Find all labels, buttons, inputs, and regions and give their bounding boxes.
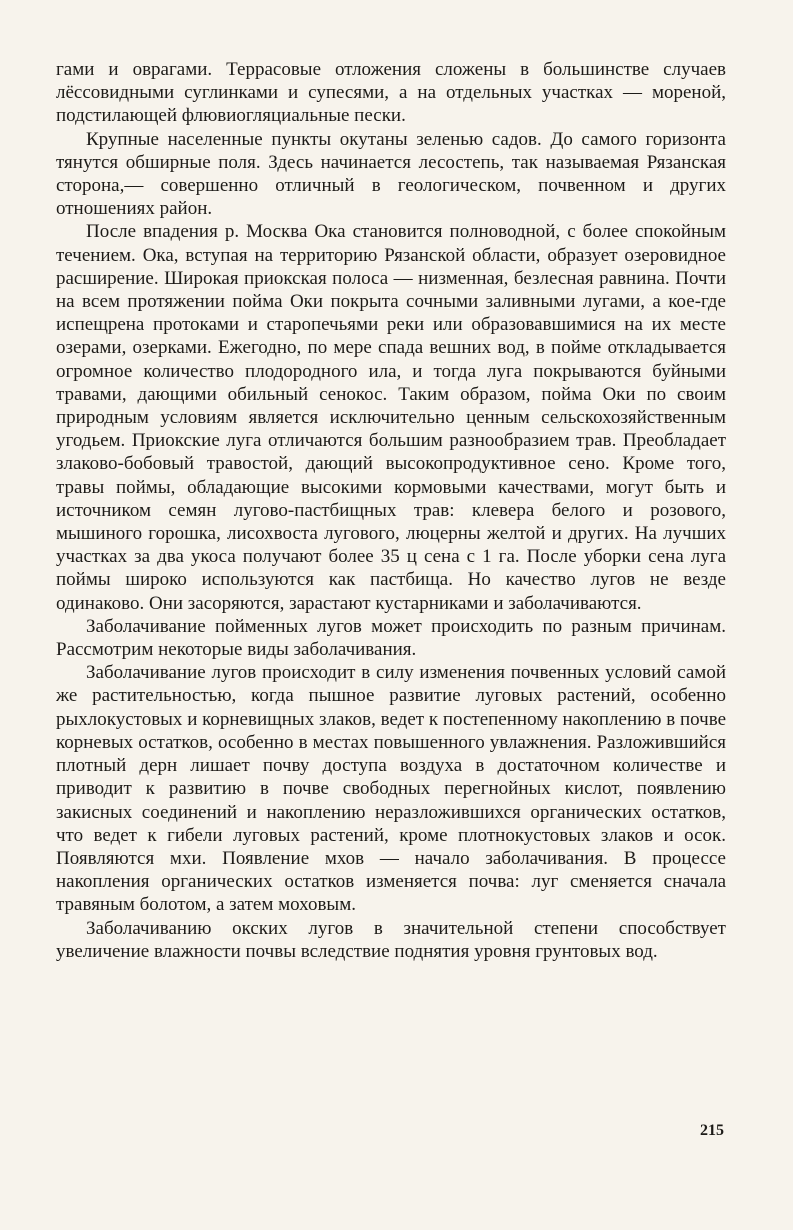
paragraph-5: Заболачивание лугов происходит в силу изменения почвенных условий самой же растительностью, когда пышное развитие луговых растений, особенно рыхлокустовых и корневищных злаков, ведет к постепенному накоплению в почве корневых остатков, особенно в местах повышенного увлажнения. Разложившийся плотный дерн лишает почву доступа воздуха в достаточном количестве и приводит к развитию в почве свободных перегнойных кислот, появлению закисных соединений и накоплению неразложившихся органических остатков, что ведет к гибели луговых растений, кроме плотнокустовых злаков и осок. Появляются мхи. Появление мхов — начало заболачивания. В процессе накопления органических остатков изменяется почва: луг сменяется сначала травяным болотом, а затем моховым. xyxy=(56,662,726,916)
page-text xyxy=(56,58,726,963)
paragraph-6: Заболачиванию окских лугов в значительной степени способствует увеличение влажности почвы вследствие поднятия уровня грунтовых вод. xyxy=(56,917,726,962)
page-number: 215 xyxy=(700,1122,724,1139)
paragraph-1: гами и оврагами. Террасовые отложения сложены в большинстве случаев лёссовидными суглинками и супесями, а на отдельных участках — мореной, подстилающей флювиогляциальные пески. xyxy=(56,59,726,127)
paragraph-2: Крупные населенные пункты окутаны зеленью садов. До самого горизонта тянутся обширные поля. Здесь начинается лесостепь, так называемая Рязанская сторона,— совершенно отличный в геологическом, почвенном и других отношениях район. xyxy=(56,128,726,220)
paragraph-3: После впадения р. Москва Ока становится полноводной, с более спокойным течением. Ока, вступая на территорию Рязанской области, образует озеровидное расширение. Широкая приокская полоса — низменная, безлесная равнина. Почти на всем протяжении пойма Оки покрыта сочными заливными лугами, а кое-где испещрена протоками и старопечьями реки или образовавшимися на их месте озерами, озерками. Ежегодно, по мере спада вешних вод, в пойме откладывается огромное количество плодородного ила, и тогда луга покрываются буйными травами, дающими обильный сенокос. Таким образом, пойма Оки по своим природным условиям является исключительно ценным сельскохозяйственным угодьем. Приокские луга отличаются большим разнообразием трав. Преобладает злаково-бобовый травостой, дающий высокопродуктивное сено. Кроме того, травы поймы, обладающие высокими кормовыми качествами, могут быть и источником семян лугово-пастбищных трав: клевера белого и розового, мышиного горошка, лисохвоста лугового, люцерны желтой и других. На лучших участках за два укоса получают более 35 ц сена с 1 га. После уборки сена луга поймы широко используются как пастбища. Но качество лугов не везде одинаково. Они засоряются, зарастают кустарниками и заболачиваются. xyxy=(56,221,726,614)
paragraph-4: Заболачивание пойменных лугов может происходить по разным причинам. Рассмотрим некоторые виды заболачивания. xyxy=(56,615,726,661)
